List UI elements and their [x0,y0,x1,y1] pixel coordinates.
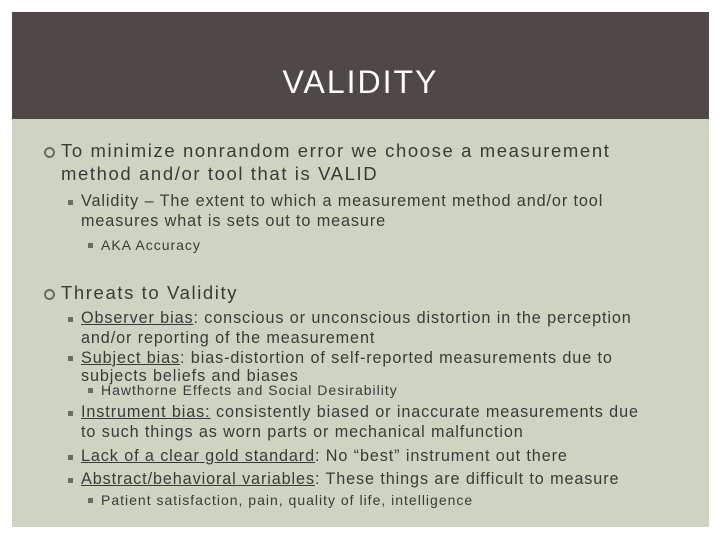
ring-bullet-icon [44,289,55,300]
bullet-text: To minimize nonrandom error we choose a measurement [61,140,611,161]
bullet-text: method and/or tool that is VALID [61,163,379,184]
square-bullet-icon [68,356,73,361]
description: : bias-distortion of self-reported measurements due to [180,349,613,367]
bullet-text: Validity – The extent to which a measurement method and/or tool [81,192,604,210]
bullet-text [81,403,639,422]
bullet-text: Hawthorne Effects and Social Desirability [101,382,398,398]
description: : These things are difficult to measure [314,470,620,488]
bullet-text: subjects beliefs and biases [81,367,299,385]
square-bullet-icon [68,411,73,416]
slide-title: VALIDITY [282,64,439,100]
slide [12,12,709,527]
square-bullet-icon [68,200,73,205]
slide-content [12,12,709,527]
bullet-text [81,349,613,368]
term: Instrument bias: [81,403,211,421]
bullet-text: to such things as worn parts or mechanical malfunction [81,423,524,441]
description: : No “best” instrument out there [314,447,568,465]
bullet-text: AKA Accuracy [101,237,201,253]
bullet-text [81,470,619,489]
term: Lack of a clear gold standard [81,447,315,465]
ring-bullet-icon [44,147,55,158]
term: Subject bias [81,349,180,367]
square-bullet-icon [68,317,73,322]
square-bullet-icon [88,388,93,393]
bullet-text: measures what is sets out to measure [81,212,387,230]
description: : conscious or unconscious distortion in the perception [193,309,632,327]
term: Abstract/behavioral variables [81,470,315,488]
square-bullet-icon [68,455,73,460]
term: Observer bias [81,309,194,327]
section-heading: Threats to Validity [61,282,239,303]
bullet-text [81,447,568,466]
bullet-text: Patient satisfaction, pain, quality of life, intelligence [101,492,474,508]
square-bullet-icon [88,498,93,503]
bullet-text: and/or reporting of the measurement [81,329,376,347]
description: consistently biased or inaccurate measurements due [210,403,639,421]
bullet-text [81,309,632,328]
square-bullet-icon [68,478,73,483]
square-bullet-icon [88,243,93,248]
